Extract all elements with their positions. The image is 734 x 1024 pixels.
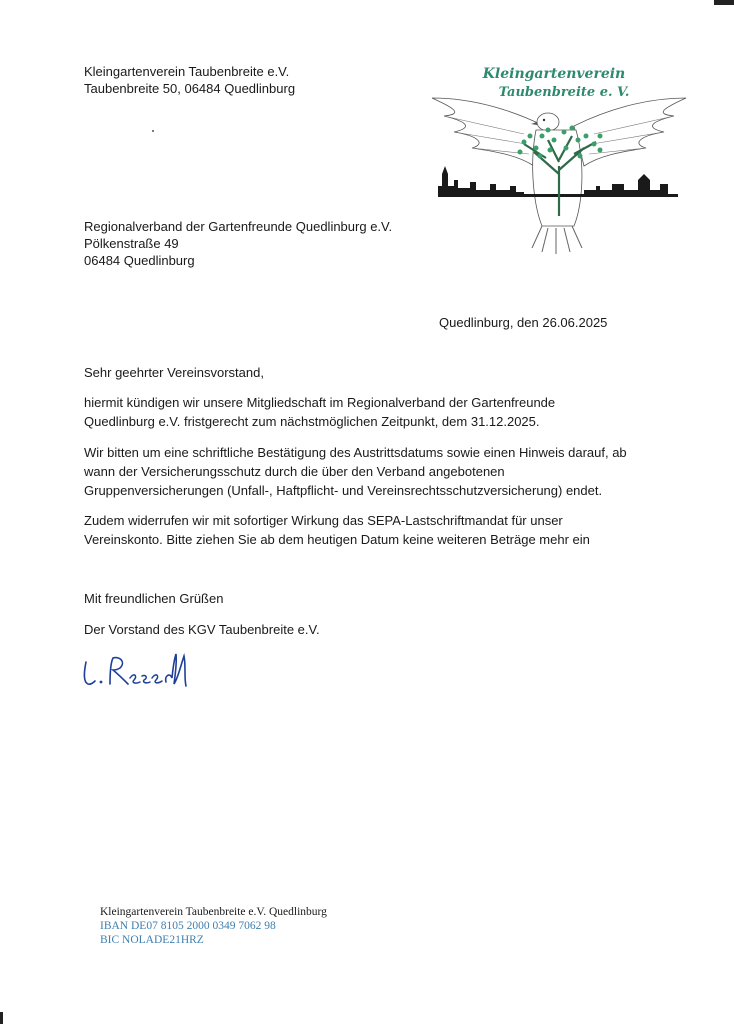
scan-artifact-top xyxy=(714,0,734,5)
paragraph-line: wann der Versicherungsschutz durch die über den Verband angebotenen xyxy=(84,464,505,479)
scan-artifact-bottom xyxy=(0,1012,3,1024)
closing: Mit freundlichen Grüßen xyxy=(84,591,224,606)
sender-address xyxy=(84,63,295,97)
paragraph-line: Wir bitten um eine schriftliche Bestätigung des Austrittsdatums sowie einen Hinweis darauf, ab xyxy=(84,445,627,460)
club-logo xyxy=(424,56,694,266)
paragraph-line: Quedlinburg e.V. fristgerecht zum nächstmöglichen Zeitpunkt, dem 31.12.2025. xyxy=(84,414,540,429)
recipient-city: 06484 Quedlinburg xyxy=(84,253,195,268)
paragraph-termination xyxy=(84,393,674,431)
date-line: Quedlinburg, den 26.06.2025 xyxy=(439,315,608,330)
sender-street: Taubenbreite 50, 06484 Quedlinburg xyxy=(84,81,296,96)
salutation: Sehr geehrter Vereinsvorstand, xyxy=(84,365,264,380)
recipient-address xyxy=(84,218,392,269)
paragraph-line: Vereinskonto. Bitte ziehen Sie ab dem heutigen Datum keine weiteren Beträge mehr ein xyxy=(84,532,590,547)
scan-speck xyxy=(152,130,154,132)
paragraph-confirmation-request xyxy=(84,443,674,500)
footer-bic: BIC NOLADE21HRZ xyxy=(100,934,204,946)
handwritten-signature xyxy=(80,648,210,698)
logo-text-line1: Kleingartenverein xyxy=(482,66,626,82)
paragraph-line: Zudem widerrufen wir mit sofortiger Wirkung das SEPA-Lastschriftmandat für unser xyxy=(84,513,563,528)
sender-name: Kleingartenverein Taubenbreite e.V. xyxy=(84,64,290,79)
logo-text-line2: Taubenbreite e. V. xyxy=(498,85,630,100)
paragraph-line: hiermit kündigen wir unsere Mitgliedschaft im Regionalverband der Gartenfreunde xyxy=(84,395,556,410)
paragraph-sepa-revocation xyxy=(84,511,674,549)
recipient-street: Pölkenstraße 49 xyxy=(84,236,179,251)
footer-bank-details xyxy=(100,905,327,947)
paragraph-line: Gruppenversicherungen (Unfall-, Haftpflicht- und Vereinsrechtsschutzversicherung) endet. xyxy=(84,483,603,498)
footer-club-name: Kleingartenverein Taubenbreite e.V. Quedlinburg xyxy=(100,906,327,918)
board-signoff: Der Vorstand des KGV Taubenbreite e.V. xyxy=(84,622,320,637)
recipient-name: Regionalverband der Gartenfreunde Quedlinburg e.V. xyxy=(84,219,393,234)
footer-iban: IBAN DE07 8105 2000 0349 7062 98 xyxy=(100,920,276,932)
